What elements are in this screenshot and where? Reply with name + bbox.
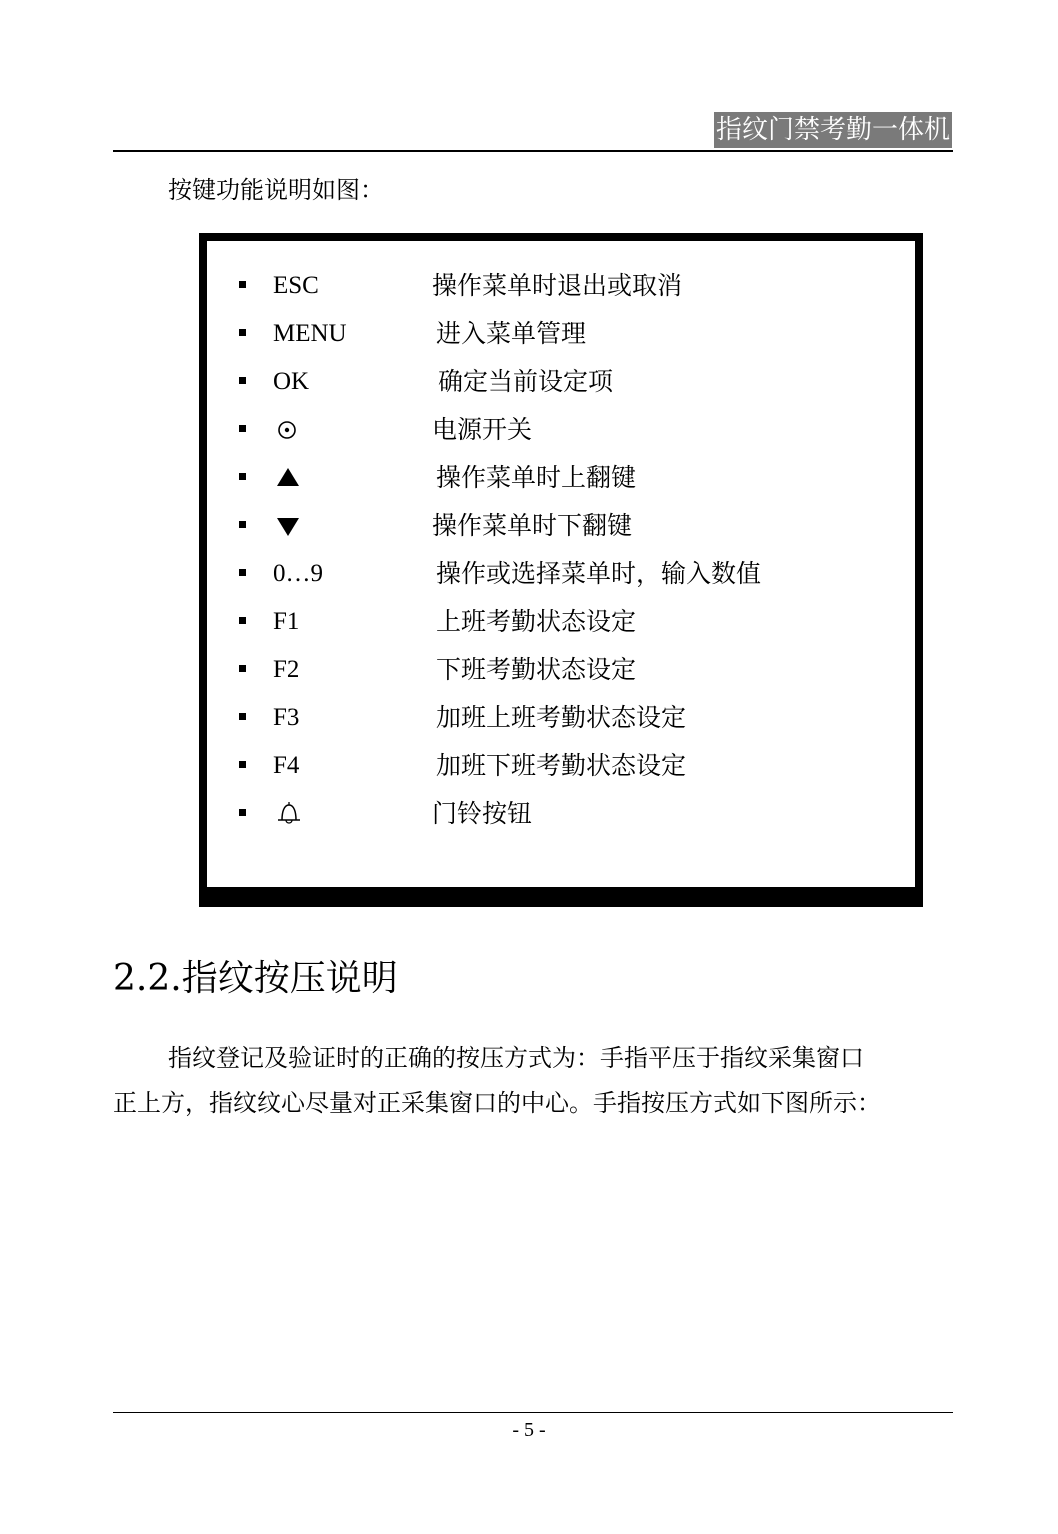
key-row-bell — [207, 794, 915, 834]
key-desc: 确定当前设定项 — [438, 367, 614, 396]
key-desc: 下班考勤状态设定 — [436, 655, 637, 684]
bullet — [239, 809, 246, 816]
key-row-f2 — [207, 650, 915, 690]
key-row-power — [207, 410, 915, 450]
bullet — [239, 665, 246, 672]
key-desc: 操作菜单时下翻键 — [432, 511, 633, 540]
key-row-ok — [207, 362, 915, 402]
key-desc: 上班考勤状态设定 — [436, 607, 637, 636]
key-desc: 加班上班考勤状态设定 — [436, 703, 687, 732]
key-row-esc — [207, 266, 915, 306]
bullet — [239, 281, 246, 288]
bullet — [239, 425, 246, 432]
key-name: F4 — [273, 752, 300, 779]
bullet — [239, 329, 246, 336]
key-desc: 电源开关 — [432, 415, 533, 444]
key-desc: 加班下班考勤状态设定 — [436, 751, 687, 780]
key-row-down — [207, 506, 915, 546]
key-row-up — [207, 458, 915, 498]
key-name: ESC — [273, 272, 319, 299]
intro-text: 按键功能说明如图： — [168, 176, 384, 204]
bullet — [239, 569, 246, 576]
key-row-f3 — [207, 698, 915, 738]
paragraph-line-1: 指纹登记及验证时的正确的按压方式为：手指平压于指纹采集窗口 — [168, 1044, 864, 1072]
bullet — [239, 761, 246, 768]
key-name: OK — [273, 368, 310, 395]
triangle-down-icon — [275, 506, 301, 546]
bullet — [239, 473, 246, 480]
bullet — [239, 713, 246, 720]
bullet — [239, 521, 246, 528]
page-number: - 5 - — [512, 1419, 546, 1441]
section-title: 2.2.指纹按压说明 — [113, 958, 398, 999]
bullet — [239, 377, 246, 384]
key-row-f4 — [207, 746, 915, 786]
key-row-digits — [207, 554, 915, 594]
key-name: 0…9 — [273, 560, 323, 587]
key-row-f1 — [207, 602, 915, 642]
footer-rule — [113, 1412, 953, 1413]
key-desc: 门铃按钮 — [432, 799, 533, 828]
bell-icon — [275, 794, 303, 834]
key-desc: 进入菜单管理 — [436, 319, 587, 348]
power-icon — [275, 410, 299, 450]
key-desc: 操作或选择菜单时，输入数值 — [436, 559, 762, 588]
triangle-up-icon — [275, 458, 301, 498]
key-name: F1 — [273, 608, 300, 635]
paragraph-line-2: 正上方，指纹纹心尽量对正采集窗口的中心。手指按压方式如下图所示： — [113, 1089, 881, 1117]
header-rule — [113, 150, 953, 152]
bullet — [239, 617, 246, 624]
key-row-menu — [207, 314, 915, 354]
key-name: MENU — [273, 320, 347, 347]
key-function-box — [199, 233, 923, 907]
key-desc: 操作菜单时上翻键 — [436, 463, 637, 492]
key-name: F3 — [273, 704, 300, 731]
header-title: 指纹门禁考勤一体机 — [714, 112, 952, 148]
key-name: F2 — [273, 656, 300, 683]
key-desc: 操作菜单时退出或取消 — [432, 271, 683, 300]
